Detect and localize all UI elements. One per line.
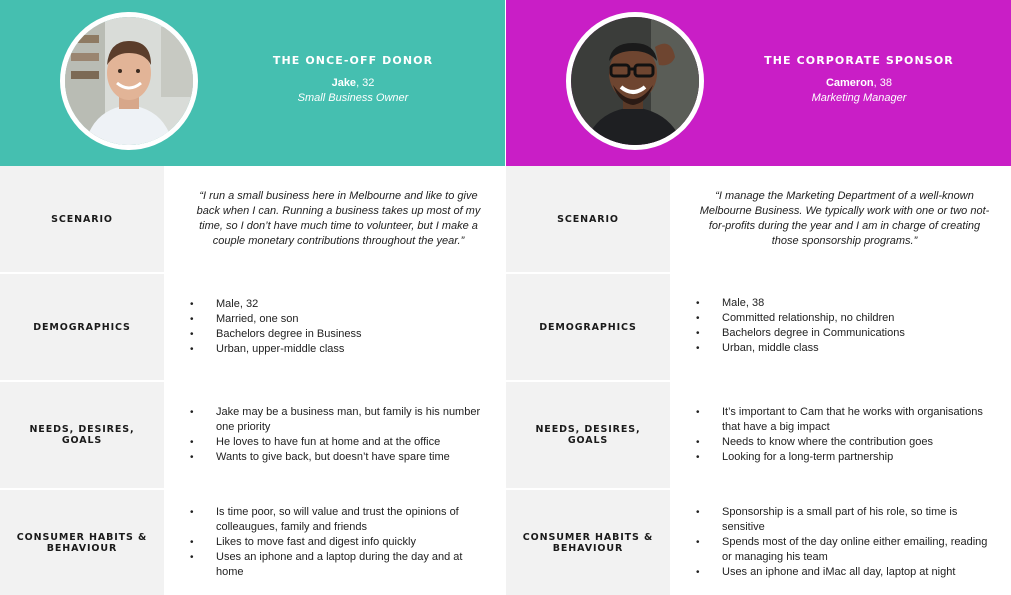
habits-list: [696, 505, 993, 580]
habits-row: [0, 490, 505, 595]
list-item: • Urban, upper-middle class: [190, 342, 487, 357]
person-photo-icon: [65, 17, 193, 145]
persona-card-corporate-sponsor: [506, 0, 1011, 595]
list-item: • Male, 32: [190, 297, 487, 312]
list-item: • Wants to give back, but doesn’t have spare time: [190, 450, 487, 465]
persona-title: THE ONCE-OFF DONOR: [272, 54, 434, 67]
persona-age: , 38: [873, 77, 893, 89]
list-item: • It’s important to Cam that he works with organisations that have a big impact: [696, 405, 993, 435]
persona-name-line: [714, 77, 1004, 89]
list-item: • Is time poor, so will value and trust the opinions of colleaugues, family and friends: [190, 505, 487, 535]
habits-content: [164, 490, 505, 595]
needs-list: [190, 405, 487, 465]
needs-row: [0, 382, 505, 488]
scenario-quote: “I manage the Marketing Department of a well-known Melbourne Business. We typically work with one or two not-for-profits during the year and I am in charge of creating those sponsorship programs.”: [699, 190, 990, 247]
list-item: • Uses an iphone and iMac all day, laptop at night: [696, 565, 993, 580]
list-item: • Likes to move fast and digest info quickly: [190, 535, 487, 550]
habits-label: CONSUMER HABITS & BEHAVIOUR: [0, 490, 164, 595]
demographics-row: [0, 274, 505, 380]
persona-header-text: [208, 54, 498, 104]
demographics-row: [506, 274, 1011, 380]
list-item: • Male, 38: [696, 296, 993, 311]
demographics-content: [164, 274, 505, 380]
demographics-list: [696, 296, 993, 356]
persona-card-once-off-donor: [0, 0, 505, 595]
list-item: • Bachelors degree in Business: [190, 327, 487, 342]
needs-content: [670, 382, 1011, 488]
needs-row: [506, 382, 1011, 488]
persona-age: , 32: [356, 77, 375, 89]
list-item: • Jake may be a business man, but family is his number one priority: [190, 405, 487, 435]
scenario-content: [164, 166, 505, 272]
list-item: • Urban, middle class: [696, 341, 993, 356]
scenario-label: SCENARIO: [0, 166, 164, 272]
scenario-content: [670, 166, 1011, 272]
list-item: • Looking for a long-term partnership: [696, 450, 993, 465]
needs-content: [164, 382, 505, 488]
list-item: • Spends most of the day online either emailing, reading or managing his team: [696, 535, 993, 565]
demographics-list: [190, 297, 487, 357]
persona-header-text: [714, 54, 1004, 104]
persona-name: Cameron: [825, 77, 874, 89]
list-item: • Uses an iphone and a laptop during the day and at home: [190, 550, 487, 580]
list-item: • Bachelors degree in Communications: [696, 326, 993, 341]
person-photo-icon: [571, 17, 699, 145]
scenario-row: [506, 166, 1011, 272]
scenario-label: SCENARIO: [506, 166, 670, 272]
demographics-content: [670, 274, 1011, 380]
habits-list: [190, 505, 487, 580]
needs-label: NEEDS, DESIRES, GOALS: [506, 382, 670, 488]
list-item: • Committed relationship, no children: [696, 311, 993, 326]
persona-role: Marketing Manager: [811, 92, 907, 104]
avatar: [60, 12, 198, 150]
needs-list: [696, 405, 993, 465]
persona-role: Small Business Owner: [297, 92, 409, 104]
habits-content: [670, 490, 1011, 595]
needs-label: NEEDS, DESIRES, GOALS: [0, 382, 164, 488]
avatar: [566, 12, 704, 150]
persona-name-line: [208, 77, 498, 89]
list-item: • Needs to know where the contribution goes: [696, 435, 993, 450]
list-item: • Married, one son: [190, 312, 487, 327]
persona-header: [506, 0, 1011, 166]
persona-header: [0, 0, 505, 166]
habits-row: [506, 490, 1011, 595]
scenario-quote: “I run a small business here in Melbourne and like to give back when I can. Running a business takes up most of my time, so I don’t have much time to volunteer, but I make a couple monetary contributions throughout the year.”: [196, 190, 481, 247]
list-item: • Sponsorship is a small part of his role, so time is sensitive: [696, 505, 993, 535]
list-item: • He loves to have fun at home and at the office: [190, 435, 487, 450]
persona-name: Jake: [331, 77, 357, 89]
demographics-label: DEMOGRAPHICS: [0, 274, 164, 380]
habits-label: CONSUMER HABITS & BEHAVIOUR: [506, 490, 670, 595]
persona-title: THE CORPORATE SPONSOR: [764, 54, 954, 67]
demographics-label: DEMOGRAPHICS: [506, 274, 670, 380]
scenario-row: [0, 166, 505, 272]
